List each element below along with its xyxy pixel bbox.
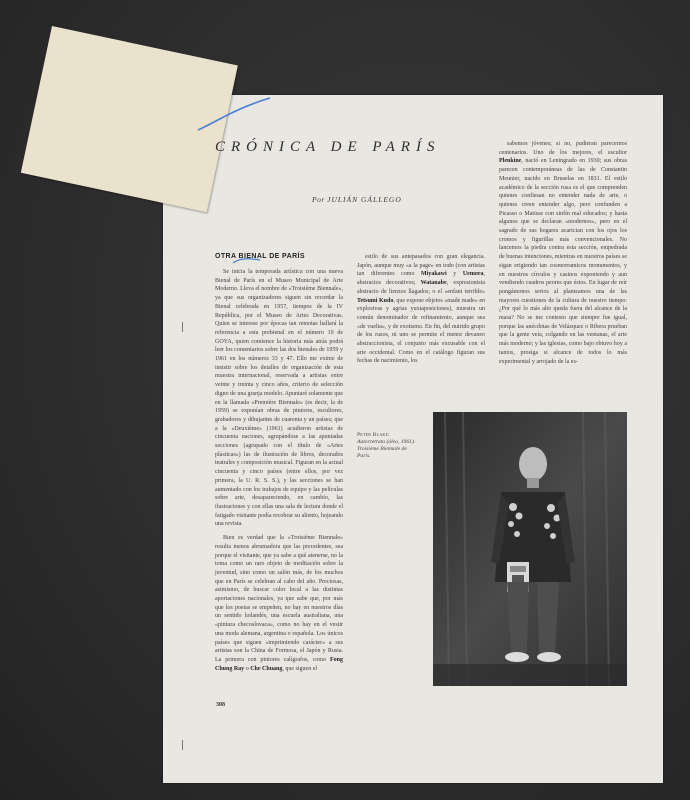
blue-pen-mark xyxy=(196,96,276,136)
text-column-3 xyxy=(499,140,627,366)
paragraph: Bien es verdad que la «Troisième Biennale» resulta menos abrumadora que las precedentes, sea porque el visitante, que ya sabe a qué atenerse, no la toma como un raro objeto de meditación sobre la juventud, sino como un salón más, de los muchos que en París se celebran al cabo del año. Preciosas, asimismo, de buscar color local a las distintas aportaciones nacionales, ya que sabe que, por más que los poetas se empeñen, no hay en nuestros días un sentido holandés, una escuela australiana, una «pintura checoslovaca», como no hay en el vestir una moda alemana, argentina o española. Los únicos países que siguen «imprimiendo carácter» a sus artistas son la China de Formosa, el Japón y Rusia. La primera con pintores calígrafos, como Fong Chung Ray o Che Chuang, que siguen el xyxy=(215,535,343,672)
byline-author: JULIÁN GÁLLEGO xyxy=(327,195,402,204)
page-number: 308 xyxy=(216,702,225,708)
artist-name: Watanabe xyxy=(420,280,447,287)
margin-mark xyxy=(182,740,183,750)
painting-photo xyxy=(433,412,627,686)
margin-mark xyxy=(182,322,183,332)
artist-name: Uemora xyxy=(462,271,484,278)
self-portrait-illustration xyxy=(433,412,627,686)
section-heading: OTRA BIENAL DE PARÍS xyxy=(215,253,305,260)
article-title: CRÓNICA DE PARÍS xyxy=(215,139,441,155)
paragraph: sabemos jóvenes; si no, pudieran parecernos centenarios. Uno de los mejores, el escultor Plenkine, nació en Leningrado en 1930; sus obras parecen contemporáneas de las de Constantin Meunier, nacido en Bruselas en 1831. El estilo académico de la sección rusa es el que comprenden quienes confiesan no entender nada de arte, o quienes creen entender algo, pero confunden a Picasso o Matisse con sinfín mal educados; y hasta algunos que se declaran «modernos», pero en el sagrado de sus hogares acarician con los ojos los cromos y figurillas más convencionales. No lancemos la piedra contra esta sección, empedrada de buenas intenciones, mientras en nuestros países se sigan erigiendo tan cosmorramicos monumentos, y en nuestros círculos y casinos exponiendo y aun vendiendo cuadros peores que éstos. En lugar de reír pongámonos serios al planteamos una de las mayores cuestiones de la cultura de nuestro tiempo: ¿Por qué lo más alto queda fuera del alcance de la masa? No se me contesto que siempre fue igual, porque las anécdotas de Velázquez o Ribera prueban que la gente veía, colgando en las ventanas, el arte más moderno; y las iglesias, como bajo obtuvo hoy a tantos, prosiga si alcance de todos lo más experimental y arrojado de la es- xyxy=(499,141,627,365)
text-column-1 xyxy=(215,268,343,673)
artist-name: Miyakawi xyxy=(421,271,447,278)
paragraph: estilo de sus antepasados con gran elegancia. Japón, aunque muy «a la page» en todo (con artistas tan diferentes como Miyakawi y Uemora, abstractos decorativos; Watanabe, expresionista abstracto de lienzos llagados; o el «enfant terrible» Tetsumi Kudo, que expone objetos «made made» en explosivas y agrias yuxtaposiciones), muestra un común denominador de refinamiento, aunque sea «de vuelta», y de exotismo. En fin, del nutrido grupo de los rusos, ni uno se permite el menor devaneo abstraccionista, el conjunto más excusable con el arte occidental. Como en el catálogo figuran sus fechas de nacimiento, los xyxy=(357,254,485,365)
artist-name: Tetsumi Kudo xyxy=(357,297,394,304)
paragraph: Se inicia la temporada artística con una nueva Bienal de París en el Museo Municipal de Arte Moderno. Lleva el nombre de «Troisième Biennale», ya que sus organizadores siguen sin recordar la Bienal celebrada en 1957, tiempos de la IV República, por el Museo de Artes Decorativas. Quien se interese por épocas tan remotas hallará la referencia a esta prebienal en el número 19 de GOYA, quien comience la historia más atrás podrá leer los comentarios sobre las dos bienales de 1959 y 1961 en los números 33 y 47. Ello me exime de insistir sobre los detalles de organización de esta muestra internacional, reservada a artistas entre veinte y treinta y cinco años, criterio de selección digno de una granja modelo. Apuntaré solamente que en la llamada «Première Biennale» (es decir, la de 1959) se exponían obras de pintores, escultores, grabadores y dibujantes de cuarenta y un países; que a la «Deuxième» (1961) acudieron artistas de cincuenta naciones, agrupándose a las apuntadas secciones (agrupado con el título de «Artes plásticas») las de ilustración de libros, decorados teatrales y composición musical. Figuran en la actual cincuenta y cinco países (entre ellos, por vez primera, la U. R. S. S.), y las secciones se han aumentado con los trabajos de equipo y las películas sobre arte, desapareciendo, en cambio, las ilustraciones y con ellas una sala de lectura donde el fatigado visitante podía recobrar su aliento, hojeando una revista. xyxy=(215,269,343,528)
caption-text: Autorretrato (óleo, 1961). Troisième Biennale de Paris. xyxy=(357,439,416,459)
byline-prefix: Por xyxy=(312,195,325,204)
text-column-2 xyxy=(357,253,485,366)
artist-name: Plenkine xyxy=(499,158,522,165)
artist-name: Fong Chung Ray xyxy=(215,656,343,672)
photo-caption xyxy=(357,432,419,460)
blue-underline-mark xyxy=(232,256,262,266)
artist-name: Che Chuang xyxy=(250,665,283,672)
caption-artist: Peter Blake: xyxy=(357,432,390,438)
article-byline xyxy=(312,195,402,204)
